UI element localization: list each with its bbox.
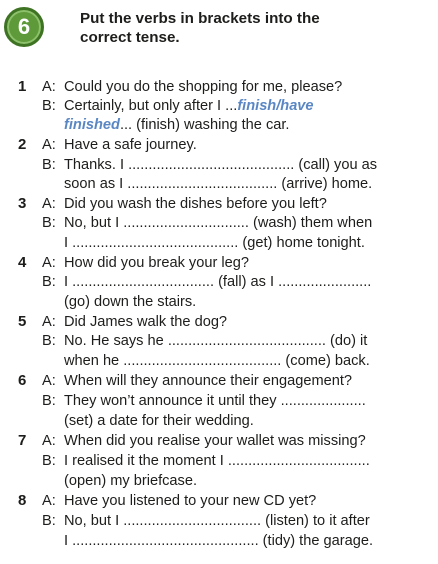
item-4-answer-line-2: (go) down the stairs. [64,294,197,310]
item-number: 2 [18,136,27,153]
item-5-answer-line-1: No. He says he ....................................... (do) it [64,333,368,349]
speaker-b: B: [42,215,56,231]
exercise-number-badge [4,7,44,47]
item-4-answer-line-1: I ................................... (fall) as I ....................... [64,274,372,290]
item-8-question: Have you listened to your new CD yet? [64,493,317,509]
speaker-a: A: [42,433,56,449]
title-line-1: Put the verbs in brackets into the [80,10,320,27]
item-4-question: How did you break your leg? [64,255,249,271]
speaker-a: A: [42,373,56,389]
item-number: 6 [18,372,27,389]
speaker-b: B: [42,157,56,173]
item-2-answer-line-1: Thanks. I ......................................... (call) you as [64,157,378,173]
title-line-2: correct tense. [80,29,180,46]
item-1-question: Could you do the shopping for me, please? [64,79,343,95]
item-6-question: When will they announce their engagement? [64,373,353,389]
speaker-a: A: [42,196,56,212]
speaker-a: A: [42,137,56,153]
item-7-question: When did you realise your wallet was missing? [64,433,366,449]
item-1-filled-answer-part-1: finish/have [237,98,314,114]
item-2-question: Have a safe journey. [64,137,197,153]
speaker-b: B: [42,453,56,469]
speaker-a: A: [42,255,56,271]
speaker-b: B: [42,98,56,114]
item-number: 8 [18,492,27,509]
speaker-a: A: [42,79,56,95]
speaker-a: A: [42,493,56,509]
item-7-answer-line-1: I realised it the moment I ................................... [64,453,370,469]
speaker-b: B: [42,393,56,409]
speaker-b: B: [42,274,56,290]
speaker-a: A: [42,314,56,330]
exercise-number: 6 [17,14,31,39]
item-number: 1 [18,78,27,95]
item-3-question: Did you wash the dishes before you left? [64,196,327,212]
item-number: 4 [18,254,27,271]
item-1-answer-prefix: Certainly, but only after I ... [64,98,238,114]
speaker-b: B: [42,333,56,349]
item-6-answer-line-2: (set) a date for their wedding. [64,413,254,429]
speaker-b: B: [42,513,56,529]
exercise-title [80,9,420,47]
item-1-filled-answer-part-2: finished [64,117,120,133]
item-5-answer-line-2: when he ....................................... (come) back. [64,353,370,369]
item-1-answer-line-1 [64,96,314,116]
item-8-answer-line-1: No, but I .................................. (listen) to it after [64,513,370,529]
item-6-answer-line-1: They won’t announce it until they ..................... [64,393,366,409]
item-5-question: Did James walk the dog? [64,314,228,330]
item-number: 3 [18,195,27,212]
item-2-answer-line-2: soon as I ..................................... (arrive) home. [64,176,373,192]
item-1-answer-suffix: ... (finish) washing the car. [119,117,290,133]
item-7-answer-line-2: (open) my briefcase. [64,473,198,489]
item-3-answer-line-2: I ......................................... (get) home tonight. [64,235,365,251]
item-3-answer-line-1: No, but I ............................... (wash) them when [64,215,373,231]
item-8-answer-line-2: I .............................................. (tidy) the garage. [64,533,373,549]
item-number: 5 [18,313,27,330]
item-number: 7 [18,432,27,449]
item-1-answer-line-2 [64,115,289,135]
